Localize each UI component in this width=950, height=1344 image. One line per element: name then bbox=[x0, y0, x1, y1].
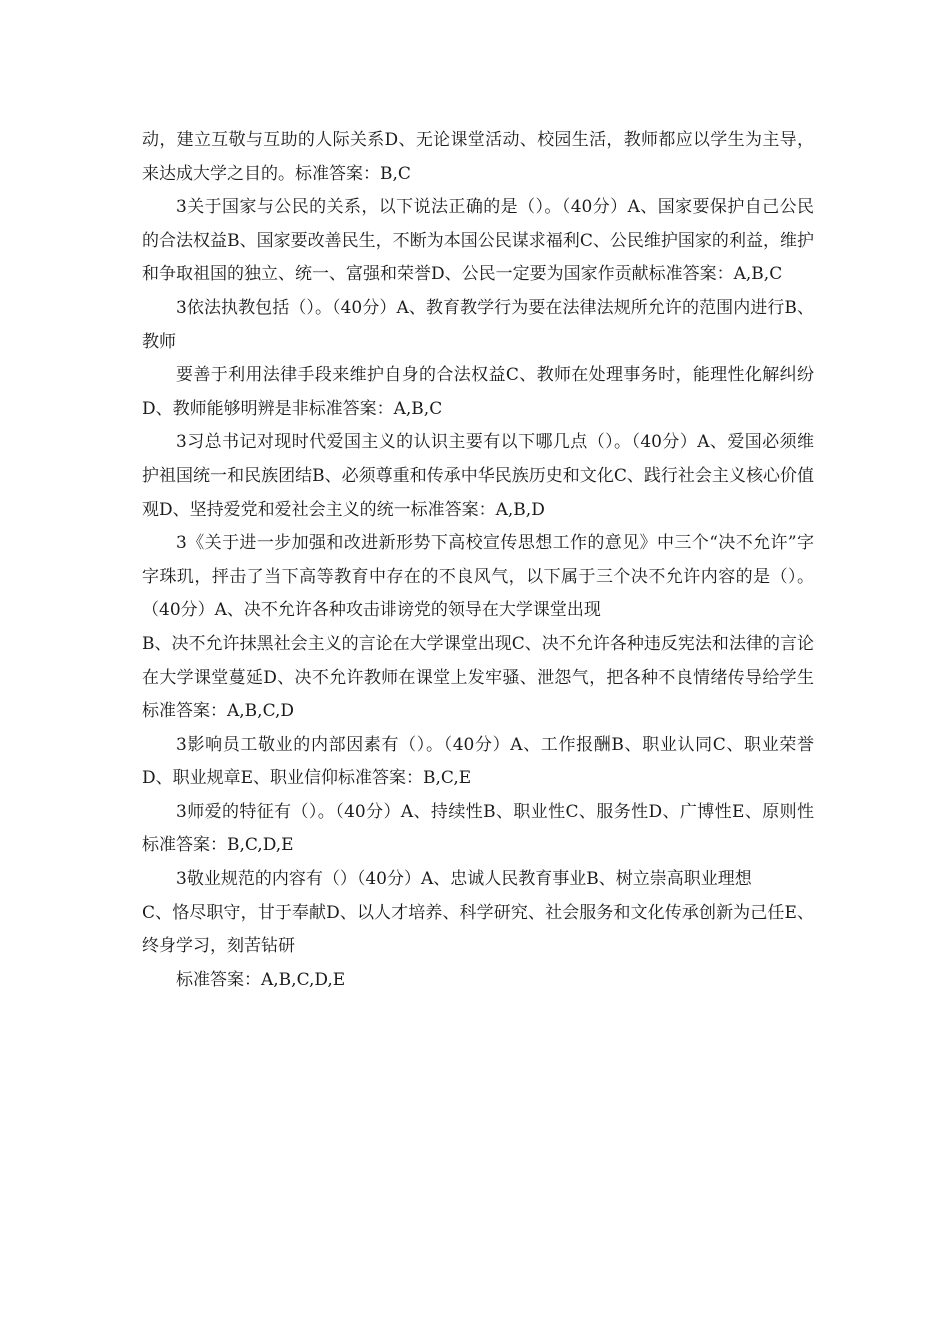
paragraph-10: 3敬业规范的内容有（）（40分）A、忠诚人民教育事业B、树立崇高职业理想 bbox=[176, 869, 752, 890]
paragraph-5: 3习总书记对现时代爱国主义的认识主要有以下哪几点（）。（40分）A、爱国必须维护祖国统一和民族团结B、必须尊重和传承中华民族历史和文化C、践行社会主义核心价值观D、坚持爱党和爱社会主义的统一标准答案：A,B,D bbox=[142, 432, 814, 520]
paragraph-3: 3依法执教包括（）。（40分）A、教育教学行为要在法律法规所允许的范围内进行B、教师 bbox=[142, 297, 814, 352]
paragraph-12: 标准答案：A,B,C,D,E bbox=[176, 969, 346, 990]
paragraph-2: 3关于国家与公民的关系，以下说法正确的是（）。（40分）A、国家要保护自己公民的合法权益B、国家要改善民生，不断为本国公民谋求福利C、公民维护国家的利益，维护和争取祖国的独立、统一、富强和荣誉D、公民一定要为国家作贡献标准答案：A,B,C bbox=[142, 197, 814, 285]
paragraph-6: 3《关于进一步加强和改进新形势下高校宣传思想工作的意见》中三个“决不允许”字字珠玑，抨击了当下高等教育中存在的不良风气，以下属于三个决不允许内容的是（）。（40分）A、决不允许各种攻击诽谤党的领导在大学课堂出现 bbox=[142, 533, 814, 621]
paragraph-11: C、恪尽职守，甘于奉献D、以人才培养、科学研究、社会服务和文化传承创新为己任E、终身学习，刻苦钻研 bbox=[142, 902, 814, 957]
paragraph-9: 3师爱的特征有（）。（40分）A、持续性B、职业性C、服务性D、广博性E、原则性标准答案：B,C,D,E bbox=[142, 801, 814, 856]
paragraph-4: 要善于利用法律手段来维护自身的合法权益C、教师在处理事务时，能理性化解纠纷D、教师能够明辨是非标准答案：A,B,C bbox=[142, 365, 814, 419]
paragraph-7: B、决不允许抹黑社会主义的言论在大学课堂出现C、决不允许各种违反宪法和法律的言论在大学课堂蔓延D、决不允许教师在课堂上发牢骚、泄怨气，把各种不良情绪传导给学生标准答案：A,B,C,D bbox=[142, 633, 814, 722]
paragraph-8: 3影响员工敬业的内部因素有（）。（40分）A、工作报酬B、职业认同C、职业荣誉D、职业规章E、职业信仰标准答案：B,C,E bbox=[142, 734, 814, 789]
paragraph-1: 动，建立互敬与互助的人际关系D、无论课堂活动、校园生活，教师都应以学生为主导，来达成大学之目的。标准答案：B,C bbox=[142, 130, 814, 184]
document-page bbox=[142, 124, 814, 997]
